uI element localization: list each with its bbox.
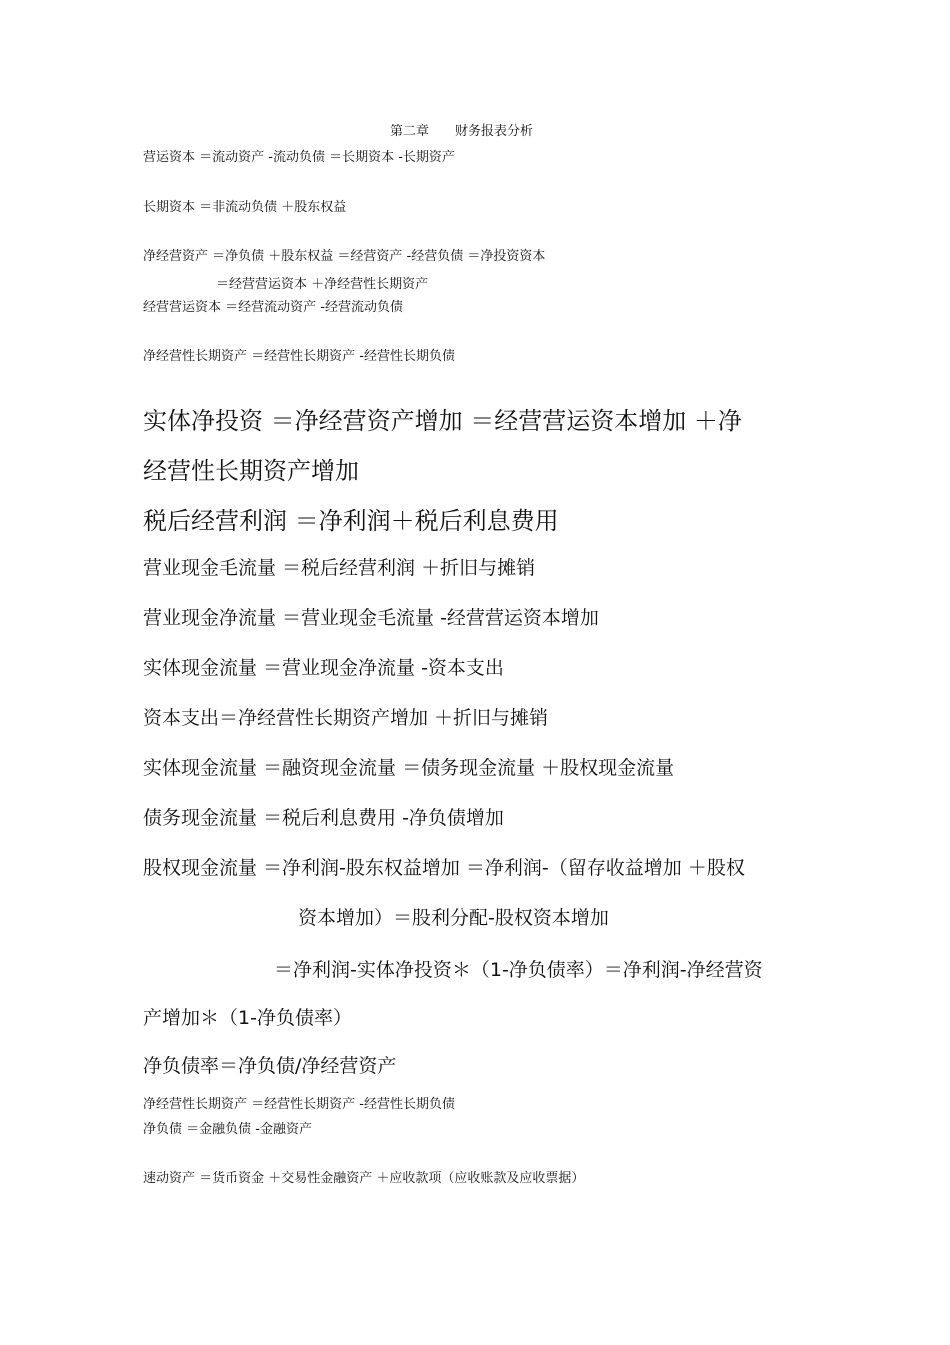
formula-line: 实体现金流量 ＝营业现金净流量 -资本支出 [143, 657, 504, 679]
formula-line: 净负债率＝净负债/净经营资产 [143, 1055, 397, 1077]
formula-line: 长期资本 ＝非流动负债 ＋股东权益 [143, 200, 347, 215]
formula-line: 速动资产 ＝货币资金 ＋交易性金融资产 ＋应收款项（应收账款及应收票据） [143, 1171, 585, 1186]
chapter-title: 第二章 财务报表分析 [390, 124, 534, 139]
formula-line: ＝净利润-实体净投资＊（1-净负债率）＝净利润-净经营资 [274, 959, 763, 981]
formula-line: 营业现金净流量 ＝营业现金毛流量 -经营营运资本增加 [143, 607, 599, 629]
formula-line: 资本增加）＝股利分配-股权资本增加 [298, 907, 609, 929]
formula-line: 税后经营利润 ＝净利润＋税后利息费用 [143, 507, 559, 535]
formula-line: 资本支出＝净经营性长期资产增加 ＋折旧与摊销 [143, 707, 549, 729]
formula-line: 实体净投资 ＝净经营资产增加 ＝经营营运资本增加 ＋净 [143, 407, 742, 435]
formula-line: 经营营运资本 ＝经营流动资产 -经营流动负债 [143, 300, 403, 315]
formula-line: 净经营性长期资产 ＝经营性长期资产 -经营性长期负债 [143, 1097, 455, 1112]
formula-line: 营业现金毛流量 ＝税后经营利润 ＋折旧与摊销 [143, 557, 536, 579]
formula-line: 净经营资产 ＝净负债 ＋股东权益 ＝经营资产 -经营负债 ＝净投资资本 [143, 249, 546, 264]
formula-line: ＝经营营运资本 ＋净经营性长期资产 [216, 277, 429, 292]
formula-line: 股权现金流量 ＝净利润-股东权益增加 ＝净利润-（留存收益增加 ＋股权 [143, 857, 745, 879]
formula-line: 净负债 ＝金融负债 -金融资产 [143, 1122, 312, 1137]
formula-line: 净经营性长期资产 ＝经营性长期资产 -经营性长期负债 [143, 349, 455, 364]
formula-line: 债务现金流量 ＝税后利息费用 -净负债增加 [143, 807, 504, 829]
formula-line: 产增加＊（1-净负债率） [143, 1007, 352, 1029]
formula-line: 营运资本 ＝流动资产 -流动负债 ＝长期资本 -长期资产 [143, 150, 455, 165]
formula-line: 实体现金流量 ＝融资现金流量 ＝债务现金流量 ＋股权现金流量 [143, 757, 675, 779]
formula-line: 经营性长期资产增加 [143, 457, 359, 485]
